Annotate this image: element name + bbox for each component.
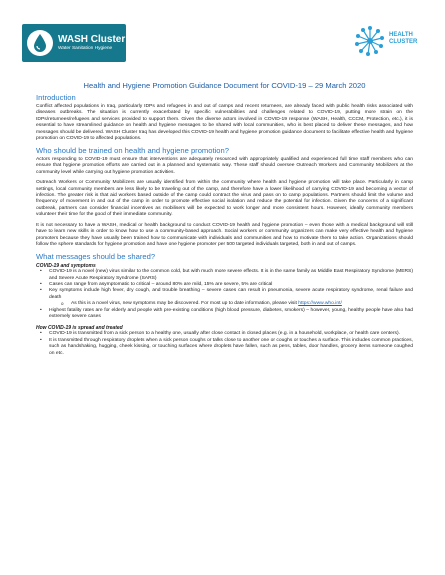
health-cluster-logo — [353, 20, 425, 64]
list-item: • COVID-19 is transmitted from a sick person to a healthy one, usually after close contact in closed places (e.g. in a household, workplace, or health care centers). — [36, 331, 413, 337]
heading-introduction: Introduction — [36, 93, 76, 102]
water-drop-icon — [27, 30, 53, 56]
health-cluster-emblem-icon — [353, 24, 387, 58]
list-item: • Key symptoms include high fever, dry cough, and trouble breathing – severe cases can result in pneumonia, severe acute respiratory syndrome, renal failure and death — [36, 288, 413, 301]
who-website-link[interactable]: https://www.who.int/ — [298, 301, 342, 307]
spread-list — [36, 331, 413, 357]
wash-cluster-logo — [22, 24, 126, 62]
wash-logo-title: WASH Cluster — [58, 33, 126, 45]
intro-paragraph: Conflict affected populations in Iraq, particularly IDPs and refugees in and out of camps and recent returnees, are already faced with public health risks associated with diseases outbreaks. The situation is currently exacerbated by specific vulnerabilities and challenges related to COVID-19, putting more strain on the IDPs/returnees/refugees and services provided to support them. Given the diverse actors involved in COVID-19 response (WASH, Health, CCCM, Protection, etc.), it is essential to have streamlined guidance on health and hygiene messages to be shared with local communities, who is best placed to deliver these messages, and how messages should be delivered. WASH Cluster Iraq has developed this COVID-19 health and hygiene promotion guidance document to facilitate effective health and hygiene promotion on COVID-19 to affected populations. — [36, 104, 413, 142]
who-paragraph-2: Outreach Workers or Community Mobilizers are usually identified from within the community where health and hygiene promotion will take place. Particularly in camp settings, local community members are less likely to be traveling out of the camp, and therefore have a lower likelihood of carrying COVID-19 and becoming a vector of infection. The greater risk is that aid workers based outside of the camp could contract the virus and pass on to camp populations. Partners should limit the volume and frequency of movement in and out of the camp in order to promote effective social isolation and reduce the potential for infection. Given the concerns of a significant outbreak, partners can consider financial incentives as mobilisers will be expected to work longer and more consistent hours. However, ideally community members volunteer their time for the good of their immediate community. — [36, 180, 413, 218]
page-header — [0, 0, 445, 80]
list-item: • It is transmitted through respiratory droplets when a sick person coughs or talks close to another one or coughs or touches a surface. This includes common practices, such as handshaking, hugging, cheek kissing, or touching surfaces where droplets have fallen, such as pens, tables, door handles, grocery items someone coughed on etc. — [36, 338, 413, 357]
who-paragraph-3: It is not necessary to have a WASH, medical or health background to conduct COVID-19 health and hygiene promotion – even those with a medical background will still have to learn new skills in order to know how to use a community-based approach. Social workers or community organizers can make very effective health and hygiene promoters because they have usually been trained how to communicate with individuals and communities and how to motivate them to take action. Organizations should follow the sphere standards for hygiene promotion and have one hygiene promoter per 500 targeted individuals targeted, both in and out of camps. — [36, 222, 413, 248]
who-paragraph-1: Actors responding to COVID-19 must ensure that interventions are adequately resourced with appropriately qualified and experienced full time staff members who can ensure that hygiene promotion efforts are carried out in a planned and systematic way. These staff should oversee Outreach Workers and Community Mobilizers at the community level while carrying out hygiene promotion activities. — [36, 156, 413, 175]
symptoms-list — [36, 269, 413, 321]
list-item: • Cases can range from asymptomatic to critical – around 80% are mild, 15% are severe, 5% are critical — [36, 282, 413, 288]
wash-logo-subtitle: Water Sanitation Hygiene — [58, 45, 113, 51]
heading-what-messages: What messages should be shared? — [36, 251, 156, 261]
document-body — [36, 81, 413, 357]
subheading-spread-treated: How COVID-19 is spread and treated — [36, 324, 123, 331]
document-title: Health and Hygiene Promotion Guidance Document for COVID-19 – 29 March 2020 — [83, 81, 366, 90]
who-visit-text: As this is a novel virus, new symptoms may be discovered. For most up to date information, please visit — [71, 301, 299, 307]
heading-who-trained: Who should be trained on health and hygiene promotion? — [36, 145, 229, 155]
subheading-covid-symptoms: COVID-19 and symptoms — [36, 262, 96, 269]
health-cluster-line1: HEALTH — [389, 32, 413, 38]
list-item: • Highest fatality rates are for elderly and people with pre-existing conditions (high blood pressure, diabetes, smokers) – however, young, healthy people have also had extremely severe cases — [36, 308, 413, 321]
list-item: • COVID-19 is a novel (new) virus similar to the common cold, but with much more severe effects. It is in the same family as Middle East Respiratory Syndrome (MERS) and Severe Acute Respiratory Syndrome (SARS) — [36, 269, 413, 282]
health-cluster-line2: CLUSTER — [389, 38, 418, 45]
